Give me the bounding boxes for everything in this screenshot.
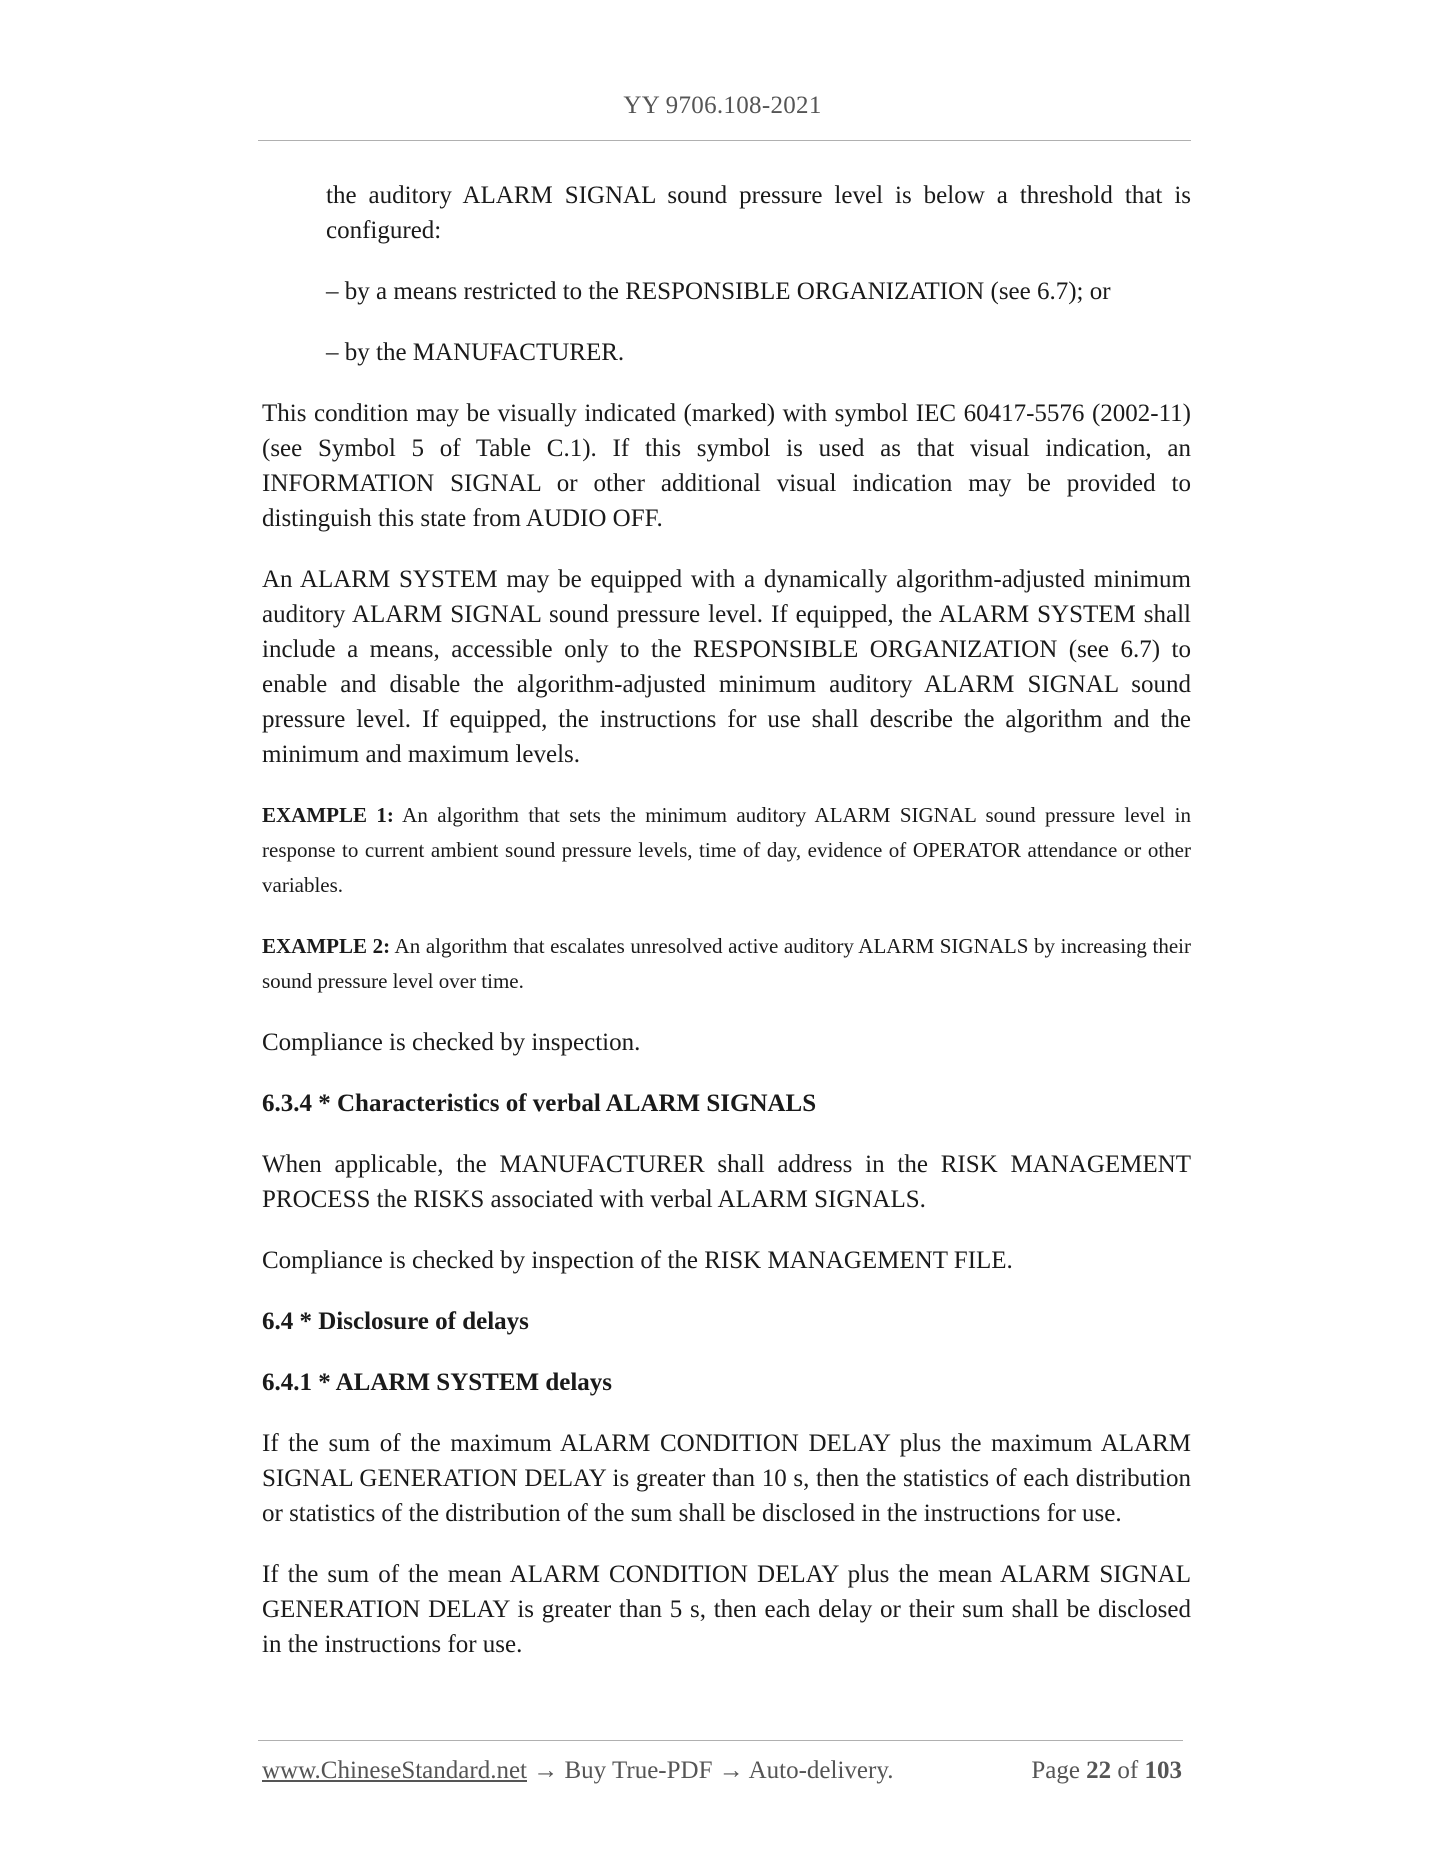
example-2-label: EXAMPLE 2:: [262, 934, 391, 958]
paragraph-algorithm-adjusted: An ALARM SYSTEM may be equipped with a dynamically algorithm-adjusted minimum auditory ALARM SIGNAL sound pressure level. If equipped, the ALARM SYSTEM shall include a means, accessible only to the RESPONSIBLE ORGANIZATION (see 6.7) to enable and disable the algorithm-adjusted minimum auditory ALARM SIGNAL sound pressure level. If equipped, the instructions for use shall describe the algorithm and the minimum and maximum levels.: [262, 566, 1191, 768]
website-link[interactable]: www.ChineseStandard.net: [262, 1757, 527, 1784]
paragraph-compliance-risk-file: Compliance is checked by inspection of the RISK MANAGEMENT FILE.: [262, 1247, 1013, 1274]
example-1-text: An algorithm that sets the minimum auditory ALARM SIGNAL sound pressure level in response to current ambient sound pressure levels, time of day, evidence of OPERATOR attendance or other variables.: [262, 803, 1191, 897]
footer-promo: [262, 1757, 893, 1785]
example-2: [262, 929, 1191, 999]
page-label: Page: [1031, 1757, 1080, 1784]
paragraph-verbal-alarm-risks: When applicable, the MANUFACTURER shall address in the RISK MANAGEMENT PROCESS the RISKS associated with verbal ALARM SIGNALS.: [262, 1151, 1191, 1213]
of-label: of: [1117, 1757, 1139, 1784]
footer-promo-text: → Buy True-PDF → Auto-delivery.: [527, 1757, 894, 1784]
section-heading-6-4-1: 6.4.1 * ALARM SYSTEM delays: [262, 1369, 613, 1396]
section-heading-6-4: 6.4 * Disclosure of delays: [262, 1308, 529, 1335]
example-2-text: An algorithm that escalates unresolved active auditory ALARM SIGNALS by increasing their sound pressure level over time.: [262, 934, 1191, 993]
paragraph-max-delay: If the sum of the maximum ALARM CONDITION DELAY plus the maximum ALARM SIGNAL GENERATION DELAY is greater than 10 s, then the statistics of each distribution or statistics of the distribution of the sum shall be disclosed in the instructions for use.: [262, 1430, 1191, 1527]
paragraph-threshold: the auditory ALARM SIGNAL sound pressure level is below a threshold that is configured:: [326, 182, 1191, 244]
current-page: 22: [1086, 1757, 1112, 1784]
paragraph-compliance-inspection: Compliance is checked by inspection.: [262, 1029, 641, 1056]
page-content: [262, 178, 1191, 1662]
page-header: YY 9706.108-2021: [623, 92, 822, 119]
list-item-manufacturer: – by the MANUFACTURER.: [326, 339, 625, 366]
example-1: [262, 798, 1191, 903]
example-1-label: EXAMPLE 1:: [262, 803, 394, 827]
page-number: [1031, 1757, 1182, 1785]
list-item-responsible-organization: – by a means restricted to the RESPONSIBLE ORGANIZATION (see 6.7); or: [326, 278, 1111, 305]
header-divider: [258, 140, 1191, 141]
total-pages: 103: [1144, 1757, 1182, 1784]
paragraph-mean-delay: If the sum of the mean ALARM CONDITION DELAY plus the mean ALARM SIGNAL GENERATION DELAY is greater than 5 s, then each delay or their sum shall be disclosed in the instructions for use.: [262, 1561, 1191, 1658]
page-footer: [262, 1757, 1182, 1793]
paragraph-visual-indication: This condition may be visually indicated (marked) with symbol IEC 60417-5576 (2002-11) (see Symbol 5 of Table C.1). If this symbol is used as that visual indication, an INFORMATION SIGNAL or other additional visual indication may be provided to distinguish this state from AUDIO OFF.: [262, 400, 1191, 532]
section-heading-6-3-4: 6.3.4 * Characteristics of verbal ALARM SIGNALS: [262, 1090, 817, 1117]
footer-divider: [258, 1740, 1183, 1741]
